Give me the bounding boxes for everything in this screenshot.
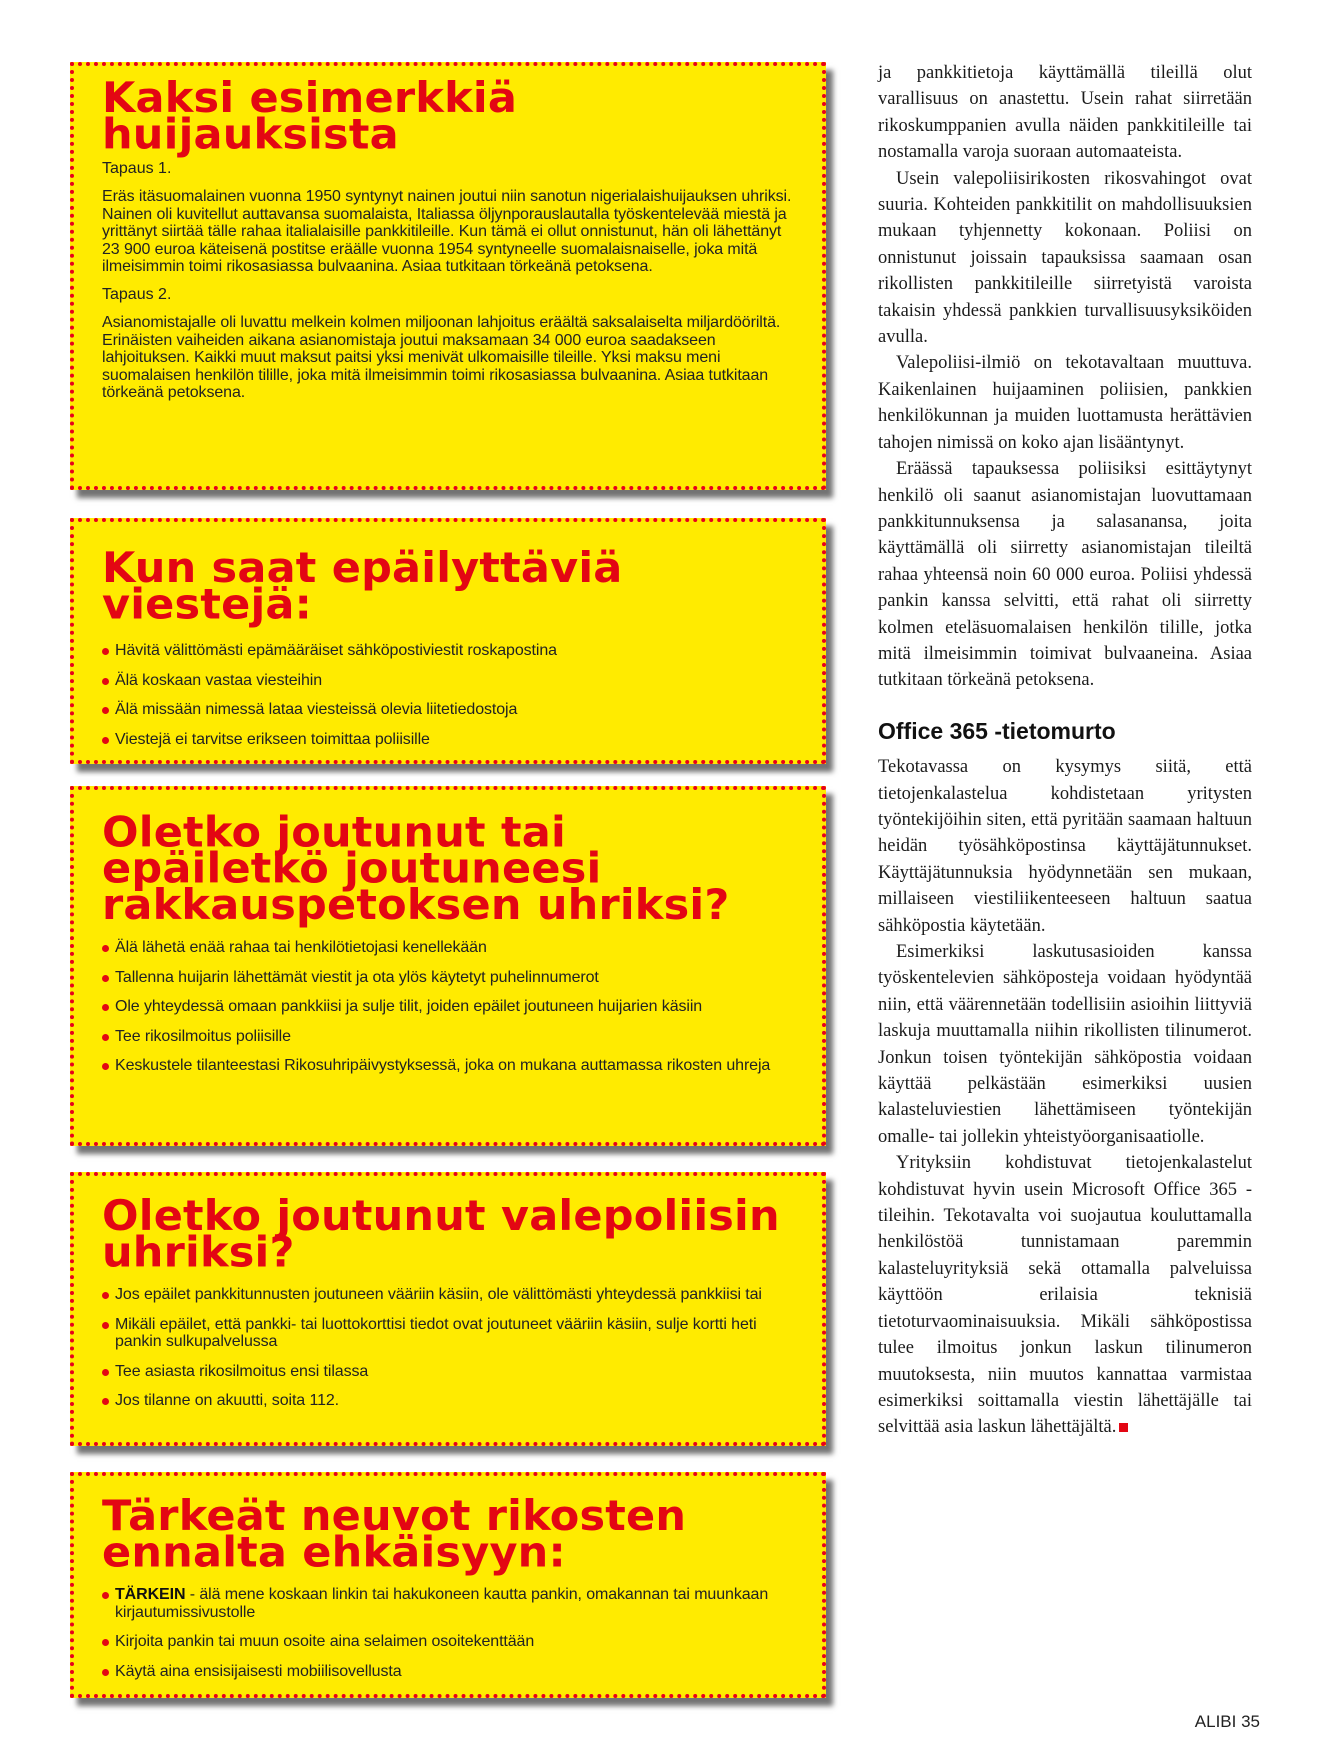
list-item: Viestejä ei tarvitse erikseen toimittaa poliisille <box>102 731 800 749</box>
box-title: Oletko joutunut tai epäiletkö joutuneesi rakkauspetoksen uhriksi? <box>102 808 730 930</box>
list-item: Hävitä välittömästi epämääräiset sähköpostiviestit roskapostina <box>102 642 800 660</box>
list-item: Älä missään nimessä lataa viesteissä olevia liitetiedostoja <box>102 701 800 719</box>
box-title: Kaksi esimerkkiä huijauksista <box>102 73 518 160</box>
list-item: Keskustele tilanteestasi Rikosuhripäivystyksessä, joka on mukana auttamassa rikosten uhreja <box>102 1057 800 1075</box>
section-heading: Office 365 -tietomurto <box>878 717 1116 744</box>
list-item-text: - älä mene koskaan linkin tai hakukoneen kautta pankin, omakannan tai muunkaan kirjautumissivustolle <box>115 1586 769 1621</box>
end-mark-icon <box>1119 1423 1128 1432</box>
box-fraud-examples <box>70 62 826 490</box>
box-title: Tärkeät neuvot rikosten ennalta ehkäisyyn: <box>102 1491 687 1578</box>
list-item: Jos epäilet pankkitunnusten joutuneen vääriin käsiin, ole välittömästi yhteydessä pankkiisi tai <box>102 1286 800 1304</box>
article-paragraph: Eräässä tapauksessa poliisiksi esittäytynyt henkilö oli saanut asianomistajan luovuttamaan pankkitunnuksensa ja salasanansa, joita käyttämällä oli siirretty asianomistajan tileiltä rahaa yhteensä noin 60 000 euroa. Poliisi yhdessä pankin kanssa selvitti, että rahat oli siirretty kolmen eteläsuomalaisen henkilön tilille, jotka mitä ilmeisimmin toimivat bulvaaneina. Asiaa tutkitaan törkeänä petoksena. <box>878 459 1252 691</box>
advice-list <box>102 1286 800 1410</box>
advice-list <box>102 1586 800 1680</box>
case-1-label: Tapaus 1. <box>102 160 172 177</box>
list-item: Kirjoita pankin tai muun osoite aina selaimen osoitekenttään <box>102 1633 800 1651</box>
list-item: Tee asiasta rikosilmoitus ensi tilassa <box>102 1363 800 1381</box>
box-romance-scam <box>70 786 826 1146</box>
case-2-label: Tapaus 2. <box>102 285 172 303</box>
list-item: Käytä aina ensisijaisesti mobiilisovellusta <box>102 1663 800 1681</box>
advice-list <box>102 642 800 748</box>
box-suspicious-messages <box>70 518 826 764</box>
list-item: Älä koskaan vastaa viesteihin <box>102 672 800 690</box>
list-item: Tallenna huijarin lähettämät viestit ja ota ylös käytetyt puhelinnumerot <box>102 969 800 987</box>
article-text: Yrityksiin kohdistuvat tietojenkalastelut kohdistuvat hyvin usein Microsoft Office 365 -tileihin. Tekotavalta voi suojautua kouluttamalla henkilöstöä tunnistamaan paremmin kalasteluyrityksiä sekä ottamalla palveluissa käyttöön erilaisia teknisiä tietoturvaominaisuuksia. Mikäli sähköpostissa tulee ilmoitus jonkun laskun tilinumeron muutoksesta, niin muutos kannattaa varmistaa esimerkiksi soittamalla viestin lähettäjälle tai selvittää asia laskun lähettäjältä. <box>878 1153 1252 1438</box>
important-label: TÄRKEIN <box>115 1586 186 1603</box>
article-column <box>878 60 1252 1441</box>
box-title: Kun saat epäilyttäviä viestejä: <box>102 543 623 630</box>
list-item: Ole yhteydessä omaan pankkiisi ja sulje tilit, joiden epäilet joutuneen huijarien käsiin <box>102 998 800 1016</box>
box-prevention-tips <box>70 1472 826 1698</box>
advice-list <box>102 939 800 1075</box>
list-item: Mikäli epäilet, että pankki- tai luottokorttisi tiedot ovat joutuneet vääriin käsiin, sulje kortti heti pankin sulkupalvelussa <box>102 1316 800 1351</box>
article-paragraph: Esimerkiksi laskutusasioiden kanssa työskentelevien sähköposteja voidaan hyödyntää niin, että väärennetään todellisiin asioihin liittyviä laskuja muuttamalla niihin rikollisten tilinumerot. Jonkun toisen työntekijän sähköpostia voidaan käyttää pelkästään esimerkiksi uusien kalasteluviestien lähettämiseen työntekijän omalle- tai jollekin yhteistyöorganisaatiolle. <box>878 942 1252 1147</box>
list-item <box>102 1586 800 1621</box>
article-paragraph: Usein valepoliisirikosten rikosvahingot ovat suuria. Kohteiden pankkitilit on mahdollisuuksien mukaan tyhjennetty kokonaan. Poliisi on onnistunut joissain tapauksissa saamaan osan rikollisten pankkitileille siirretyistä varoista takaisin yhdessä pankkien turvallisuusyksiköiden avulla. <box>878 168 1252 348</box>
page-footer: ALIBI 35 <box>1194 1712 1260 1731</box>
list-item: Älä lähetä enää rahaa tai henkilötietojasi kenellekään <box>102 939 800 957</box>
box-title: Oletko joutunut valepoliisin uhriksi? <box>102 1191 780 1278</box>
article-paragraph: Valepoliisi-ilmiö on tekotavaltaan muuttuva. Kaikenlainen huijaaminen poliisien, pankkien henkilökunnan ja muiden luottamusta herättävien tahojen nimissä on koko ajan lisääntynyt. <box>878 353 1252 453</box>
case-2-text: Asianomistajalle oli luvattu melkein kolmen miljoonan lahjoitus eräältä saksalaiselta miljardööriltä. Erinäisten vaiheiden aikana asianomistaja joutui maksamaan 34 000 euroa saadakseen lahjoituksen. Kaikki muut maksut paitsi yksi menivät ulkomaisille tileille. Yksi maksu meni suomalaisen henkilön tilille, joka mitä ilmeisimmin toimi rikosasiassa bulvaanina. Asiaa tutkitaan törkeänä petoksena. <box>102 313 781 402</box>
list-item: Tee rikosilmoitus poliisille <box>102 1028 800 1046</box>
article-paragraph-last <box>878 1150 1252 1440</box>
article-paragraph: ja pankkitietoja käyttämällä tileillä olut varallisuus on anastettu. Usein rahat siirretään rikoskumppanien avulla näiden pankkitileille tai nostamalla varoja suoraan automaateista. <box>878 63 1252 163</box>
article-paragraph: Tekotavassa on kysymys siitä, että tietojenkalastelua kohdistetaan yritysten työntekijöihin siten, että pyritään saamaan haltuun heidän työsähköpostinsa käyttäjätunnukset. Käyttäjätunnuksia hyödynnetään sen mukaan, millaiseen viestiliikenteeseen haltuun saatua sähköpostia käytetään. <box>878 757 1252 936</box>
box-fake-police <box>70 1172 826 1446</box>
list-item: Jos tilanne on akuutti, soita 112. <box>102 1392 800 1410</box>
case-1-text: Eräs itäsuomalainen vuonna 1950 syntynyt nainen joutui niin sanotun nigerialaishuijauksen uhriksi. Nainen oli kuvitellut auttavansa suomalaista, Italiassa öljynporauslautalla työskentelevää miestä ja yrittänyt siirtää tälle rahaa italialaisille pankkitileille. Kun tämä ei ollut onnistunut, hän oli lähettänyt 23 900 euroa käteisenä postitse eräälle vuonna 1954 syntyneelle suomalaisnaiselle, joka mitä ilmeisimmin toimi rikosasiassa bulvaanina. Asiaa tutkitaan törkeänä petoksena. <box>102 188 792 276</box>
